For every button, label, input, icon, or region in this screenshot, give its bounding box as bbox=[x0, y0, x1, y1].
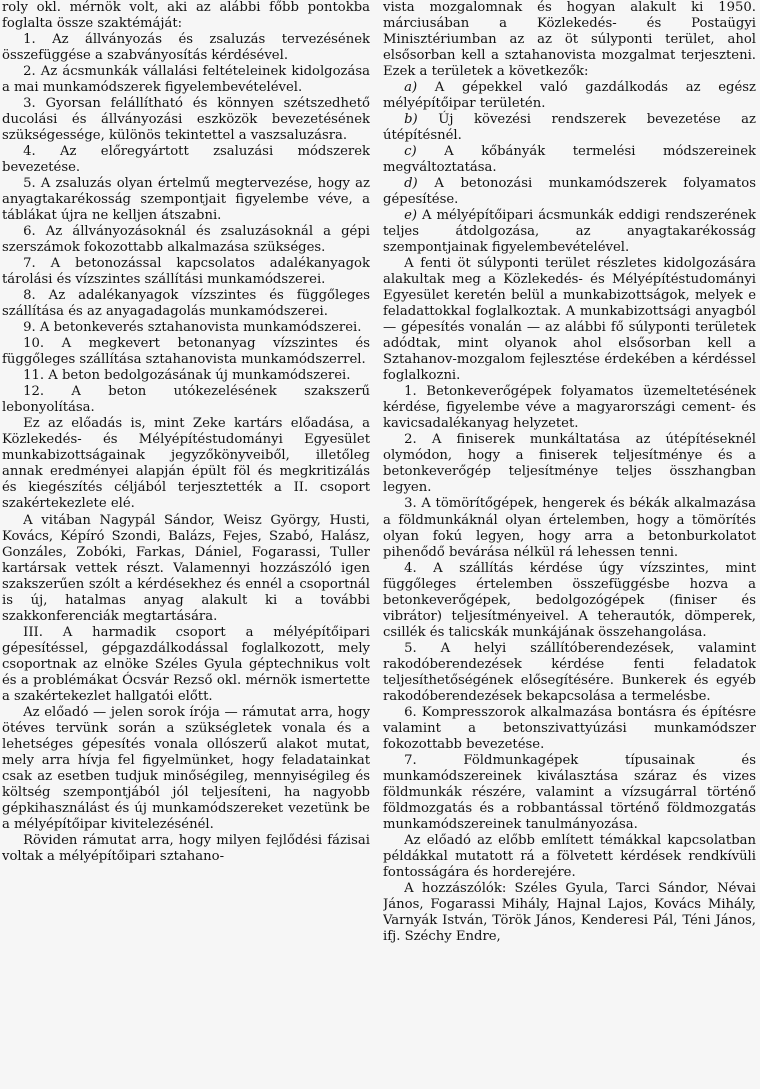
paragraph-text: A kőbányák termelési módszereinek megváltoztatása. bbox=[383, 144, 756, 176]
paragraph-text: vista mozgalomnak és hogyan alakult ki 1950. márciusában a Közlekedés- és Postaügyi Minisztériumban az az öt súlyponti terület, ahol elsősorban kell a sztahanovista mozgalmat terjeszteni. Ezek a területek a következők: bbox=[383, 0, 756, 80]
paragraph bbox=[383, 705, 756, 753]
paragraph-text: 4. Az előregyártott zsaluzási módszerek bevezetése. bbox=[2, 144, 370, 176]
paragraph bbox=[383, 561, 756, 641]
paragraph-text: 12. A beton utókezelésének szakszerű lebonyolítása. bbox=[2, 384, 370, 416]
paragraph-text: 3. A tömörítőgépek, hengerek és békák alkalmazása a földmunkáknál olyan értelemben, hogy a tömörítés olyan fokú legyen, hogy arra a betonburkolatot pihenődő bevárása nélkül rá lehessen tenni. bbox=[383, 496, 756, 560]
paragraph bbox=[383, 496, 756, 560]
paragraph bbox=[2, 0, 370, 32]
paragraph bbox=[2, 32, 370, 64]
paragraph-text: 1. Az állványozás és zsaluzás tervezésének összefüggése a szabványosítás kérdésével. bbox=[2, 32, 370, 64]
paragraph-text: 8. Az adalékanyagok vízszintes és függőleges szállítása és az anyagadagolás munkamódszerei. bbox=[2, 288, 370, 320]
paragraph-text: 5. A helyi szállítóberendezések, valamint rakodóberendezések kérdése fenti feladatok teljesíthetőségének elősegítésére. Bunkerek és egyéb rakodóberendezések bekapcsolása a termelésbe. bbox=[383, 640, 756, 704]
paragraph bbox=[2, 833, 370, 865]
paragraph bbox=[2, 224, 370, 256]
left-column bbox=[2, 0, 370, 1089]
paragraph bbox=[383, 208, 756, 256]
list-label: b) bbox=[404, 112, 418, 128]
paragraph-text: Az előadó — jelen sorok írója — rámutat arra, hogy ötéves tervünk során a szükségletek vonala és a lehetséges gépesítés vonala ollószerű alakot mutat, mely arra hívja fel figyelmünket, hogy feladatainkat csak az esetben tudjuk minőségileg, mennyiségileg és költség szempontjából jól teljesíteni, ha nagyobb gépkihasználást és új munkamódszereket vezetünk be a mélyépítőipar kivitelezésénél. bbox=[2, 704, 370, 832]
paragraph bbox=[383, 432, 756, 496]
paragraph bbox=[2, 705, 370, 833]
paragraph bbox=[383, 176, 756, 208]
paragraph bbox=[383, 112, 756, 144]
paragraph bbox=[2, 320, 370, 336]
paragraph bbox=[2, 625, 370, 705]
paragraph bbox=[2, 176, 370, 224]
paragraph-text: 5. A zsaluzás olyan értelmű megtervezése, hogy az anyagtakarékosság szempontjait figyelembe véve, a táblákat újra ne kelljen átszabni. bbox=[2, 176, 370, 224]
paragraph-text: 6. Kompresszorok alkalmazása bontásra és építésre valamint a betonszivattyúzási munkamódszer fokozottabb bevezetése. bbox=[383, 704, 756, 752]
paragraph bbox=[383, 80, 756, 112]
paragraph-text: 6. Az állványozásoknál és zsaluzásoknál a gépi szerszámok fokozottabb alkalmazása szükséges. bbox=[2, 224, 370, 256]
paragraph-text: A vitában Nagypál Sándor, Weisz György, Husti, Kovács, Képíró Szondi, Balázs, Fejes, Szabó, Halász, Gonzáles, Zobóki, Farkas, Dániel, Fogarassi, Tuller kartársak vettek részt. Valamennyi hozzászóló igen szakszerűen szólt a kérdésekhez és ennél a csoportnál is új, hatalmas anyag alakult ki a további szakkonferenciák megtartására. bbox=[2, 512, 370, 624]
paragraph-text: 3. Gyorsan felállítható és könnyen szétszedhető ducolási és állványozási eszközök bevezetésének szükségessége, különös tekintettel a vaszsaluzásra. bbox=[2, 96, 370, 144]
paragraph-text: 10. A megkevert betonanyag vízszintes és függőleges szállítása sztahanovista munkamódszerrel. bbox=[2, 336, 370, 368]
paragraph bbox=[383, 144, 756, 176]
paragraph-text: 4. A szállítás kérdése úgy vízszintes, mint függőleges értelemben összefüggésbe hozva a betonkeverőgépek, bedolgozógépek (finiser és vibrátor) teljesítményeivel. A teherautók, dömperek, csillék és talicskák munkájának összehangolása. bbox=[383, 560, 756, 640]
paragraph-text: 7. Földmunkagépek típusainak és munkamódszereinek kiválasztása száraz és vizes földmunkák részére, valamint a vízsugárral történő földmozgatás és a robbantással történő földmozgatás munkamódszereinek tanulmányozása. bbox=[383, 752, 756, 832]
right-column bbox=[383, 0, 756, 1089]
paragraph bbox=[2, 64, 370, 96]
paragraph bbox=[383, 641, 756, 705]
paragraph-text: A fenti öt súlyponti terület részletes kidolgozására alakultak meg a Közlekedés- és Mélyépítéstudományi Egyesület keretén belül a munkabizottságok, melyek e feladattokkal foglalkoztak. A munkabizottsági anyagból — gépesítés vonalán — az alábbi fő súlyponti területek adódtak, mint olyanok ahol elsősorban kell a Sztahanov-mozgalom fejlesztése érdekében a kérdéssel foglalkozni. bbox=[383, 256, 756, 384]
paragraph bbox=[2, 513, 370, 625]
list-label: d) bbox=[404, 176, 418, 192]
list-label: a) bbox=[404, 80, 418, 96]
paragraph-text: A betonozási munkamódszerek folyamatos gépesítése. bbox=[383, 176, 756, 208]
paragraph bbox=[2, 144, 370, 176]
paragraph-text: 9. A betonkeverés sztahanovista munkamódszerei. bbox=[23, 320, 362, 336]
paragraph bbox=[2, 416, 370, 512]
paragraph bbox=[383, 256, 756, 384]
paragraph-text: Az előadó az előbb említett témákkal kapcsolatban példákkal mutatott rá a fölvetett kérdések rendkívüli fontosságára és horderejére. bbox=[383, 832, 756, 880]
paragraph bbox=[2, 384, 370, 416]
paragraph-text: 7. A betonozással kapcsolatos adalékanyagok tárolási és vízszintes szállítási munkamódszerei. bbox=[2, 256, 370, 288]
paragraph-text: 11. A beton bedolgozásának új munkamódszerei. bbox=[23, 368, 351, 384]
paragraph-text: A mélyépítőipari ácsmunkák eddigi rendszerének teljes átdolgozása, az anyagtakarékosság szempontjainak figyelembevételével. bbox=[383, 208, 756, 256]
paragraph-text: Új kövezési rendszerek bevezetése az útépítésnél. bbox=[383, 112, 756, 144]
paragraph-text: A gépekkel való gazdálkodás az egész mélyépítőipar területén. bbox=[383, 80, 756, 112]
paragraph-text: Ez az előadás is, mint Zeke kartárs előadása, a Közlekedés- és Mélyépítéstudományi Egyesület munkabizottságainak jegyzőkönyveiből, illetőleg annak eredményei alapján épült föl és megkritizálás és kiegészítés céljából terjesztették a II. csoport szakértekezlete elé. bbox=[2, 416, 370, 512]
paragraph-text: roly okl. mérnök volt, aki az alábbi főbb pontokba foglalta össze szaktémáját: bbox=[2, 0, 370, 32]
paragraph bbox=[2, 256, 370, 288]
paragraph bbox=[383, 881, 756, 945]
paragraph-text: 2. A finiserek munkáltatása az útépítéseknél olymódon, hogy a finiserek teljesítménye és a betonkeverőgép teljesítménye teljes összhangban legyen. bbox=[383, 432, 756, 496]
paragraph-text: Röviden rámutat arra, hogy milyen fejlődési fázisai voltak a mélyépítőipari sztahano- bbox=[2, 832, 370, 864]
paragraph bbox=[2, 96, 370, 144]
paragraph bbox=[2, 368, 370, 384]
list-label: c) bbox=[404, 144, 417, 160]
list-label: e) bbox=[404, 208, 418, 224]
paragraph bbox=[383, 384, 756, 432]
paragraph-text: III. A harmadik csoport a mélyépítőipari gépesítéssel, gépgazdálkodással foglalkozott, mely csoportnak az elnöke Széles Gyula géptechnikus volt és a problémákat Ócsvár Rezső okl. mérnök ismertette a szakértekezlet hallgatói előtt. bbox=[2, 624, 370, 704]
paragraph bbox=[383, 0, 756, 80]
paragraph-text: 2. Az ácsmunkák vállalási feltételeinek kidolgozása a mai munkamódszerek figyelembevételével. bbox=[2, 64, 370, 96]
paragraph bbox=[2, 336, 370, 368]
paragraph bbox=[383, 753, 756, 833]
paragraph-text: A hozzászólók: Széles Gyula, Tarci Sándor, Névai János, Fogarassi Mihály, Hajnal Lajos, Kovács Mihály, Varnyák István, Török János, Kenderesi Pál, Téni János, ifj. Széchy Endre, bbox=[383, 880, 756, 944]
paragraph bbox=[2, 288, 370, 320]
paragraph-text: 1. Betonkeverőgépek folyamatos üzemeltetésének kérdése, figyelembe véve a magyarországi cement- és kavicsadalékanyag helyzetet. bbox=[383, 384, 756, 432]
paragraph bbox=[383, 833, 756, 881]
